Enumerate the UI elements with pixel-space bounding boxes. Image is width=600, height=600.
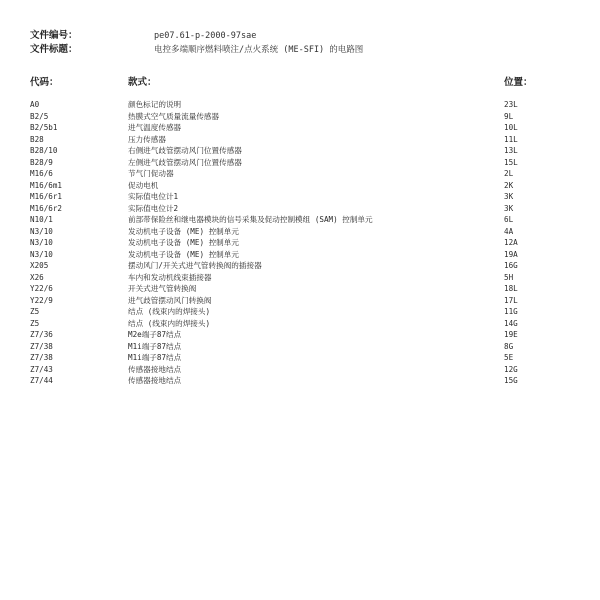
table-row (0, 306, 600, 318)
table-row (0, 329, 600, 341)
table-row (0, 99, 600, 111)
table-row (0, 191, 600, 203)
table-row (0, 180, 600, 192)
row-coordinate: 18L (504, 284, 518, 293)
row-code: Z5 (30, 318, 40, 328)
row-description: 实际值电位计2 (128, 203, 179, 213)
doc-number-label: 文件编号： (30, 30, 78, 41)
row-coordinate: 11G (504, 307, 518, 316)
row-code: B28 (30, 134, 44, 144)
column-header-code: 代码： (30, 77, 59, 88)
row-code: N3/10 (30, 226, 53, 236)
row-description: 传感器接地结点 (128, 376, 182, 385)
doc-title-label: 文件标题： (30, 44, 78, 55)
row-description: 压力传感器 (128, 134, 166, 144)
row-code: M16/6m1 (30, 180, 63, 190)
row-description: 前部带保险丝和继电器模块的信号采集及促动控制模组 (SAM) 控制单元 (128, 215, 373, 224)
row-coordinate: 16G (504, 261, 518, 270)
table-row (0, 214, 600, 226)
row-coordinate: 11L (504, 134, 518, 144)
row-coordinate: 19A (504, 249, 518, 259)
row-code: A0 (30, 100, 40, 109)
row-description: 实际值电位计1 (128, 192, 179, 201)
row-coordinate: 12A (504, 238, 518, 247)
row-coordinate: 8G (504, 341, 514, 351)
table-row (0, 249, 600, 261)
row-description: 开关式进气管转换阀 (128, 284, 197, 293)
row-description: M1i端子87结点 (128, 353, 182, 362)
table-row (0, 283, 600, 295)
row-coordinate: 4A (504, 226, 514, 236)
table-row (0, 203, 600, 215)
table-row (0, 318, 600, 330)
row-code: Z7/38 (30, 341, 53, 351)
row-coordinate: 5H (504, 272, 514, 282)
row-coordinate: 3K (504, 192, 514, 201)
row-code: Z7/43 (30, 364, 53, 374)
row-code: Z7/44 (30, 376, 53, 385)
table-row (0, 134, 600, 146)
table-row (0, 341, 600, 353)
table-row (0, 352, 600, 364)
column-header-model: 款式： (128, 77, 157, 88)
table-row (0, 272, 600, 284)
row-code: B28/9 (30, 157, 53, 167)
row-description: 进气温度传感器 (128, 123, 182, 132)
row-coordinate: 23L (504, 100, 518, 109)
row-code: M16/6r1 (30, 192, 63, 201)
table-row (0, 145, 600, 157)
row-coordinate: 15L (504, 157, 518, 167)
row-coordinate: 10L (504, 123, 518, 132)
row-coordinate: 19E (504, 330, 518, 339)
table-row (0, 157, 600, 169)
row-code: X205 (30, 261, 49, 270)
row-description: 车内和发动机线束插接器 (128, 272, 212, 282)
row-description: 发动机电子设备 (ME) 控制单元 (128, 249, 239, 259)
row-description: 左侧进气歧管摆动风门位置传感器 (128, 157, 242, 167)
component-table (0, 99, 600, 387)
row-code: Z7/36 (30, 330, 53, 339)
row-coordinate: 17L (504, 295, 518, 305)
row-code: Y22/6 (30, 284, 53, 293)
row-code: Z7/38 (30, 353, 53, 362)
row-code: B28/10 (30, 146, 58, 155)
row-coordinate: 14G (504, 318, 518, 328)
row-code: N3/10 (30, 238, 53, 247)
row-description: 促动电机 (128, 180, 159, 190)
row-code: Y22/9 (30, 295, 53, 305)
row-code: N10/1 (30, 215, 53, 224)
row-description: 发动机电子设备 (ME) 控制单元 (128, 226, 239, 236)
column-header-coord: 位置： (504, 77, 533, 88)
row-code: B2/5 (30, 111, 49, 121)
row-description: 颜色标记的说明 (128, 100, 182, 109)
table-row (0, 375, 600, 387)
table-row (0, 260, 600, 272)
row-description: 节气门促动器 (128, 169, 174, 178)
row-coordinate: 3K (504, 203, 514, 213)
table-row (0, 168, 600, 180)
row-coordinate: 12G (504, 364, 518, 374)
row-coordinate: 6L (504, 215, 514, 224)
row-coordinate: 2L (504, 169, 514, 178)
row-code: M16/6r2 (30, 203, 63, 213)
row-coordinate: 9L (504, 111, 514, 121)
row-description: 传感器接地结点 (128, 364, 182, 374)
row-code: Z5 (30, 307, 40, 316)
row-description: M2e端子87结点 (128, 330, 182, 339)
table-row (0, 295, 600, 307)
row-description: 右侧进气歧管摆动风门位置传感器 (128, 146, 242, 155)
row-description: 结点 (线束内的焊接头) (128, 307, 211, 316)
row-description: 摆动风门/开关式进气管转换阀的插接器 (128, 261, 262, 270)
row-coordinate: 2K (504, 180, 514, 190)
table-row (0, 237, 600, 249)
row-code: X26 (30, 272, 44, 282)
row-coordinate: 13L (504, 146, 518, 155)
row-coordinate: 5E (504, 353, 514, 362)
doc-number-value: pe07.61-p-2000-97sae (154, 31, 257, 41)
row-description: 进气歧管摆动风门转换阀 (128, 295, 212, 305)
row-code: N3/10 (30, 249, 53, 259)
table-row (0, 122, 600, 134)
doc-title-value: 电控多端顺序燃料喷注/点火系统 (ME-SFI) 的电路图 (154, 45, 364, 55)
row-description: 结点 (线束内的焊接头) (128, 318, 211, 328)
row-code: M16/6 (30, 169, 53, 178)
row-coordinate: 15G (504, 376, 518, 385)
table-row (0, 226, 600, 238)
table-row (0, 364, 600, 376)
row-description: 热膜式空气质量流量传感器 (128, 111, 220, 121)
table-row (0, 111, 600, 123)
row-description: M1i端子87结点 (128, 341, 182, 351)
row-description: 发动机电子设备 (ME) 控制单元 (128, 238, 239, 247)
row-code: B2/5b1 (30, 123, 58, 132)
